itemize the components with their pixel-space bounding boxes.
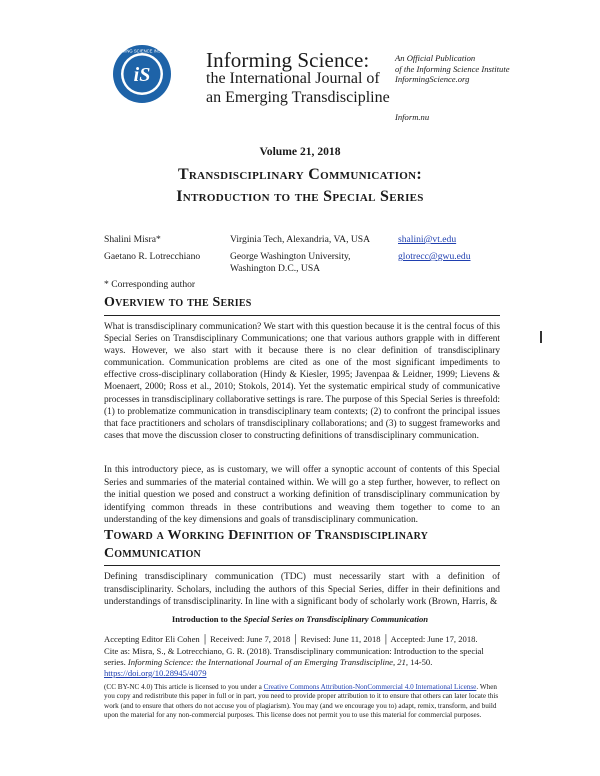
editor-line: Accepting Editor Eli Cohen │ Received: June 7, 2018 │ Revised: June 11, 2018 │ Accepted: June 17, 2018.	[104, 634, 478, 644]
license-link[interactable]: Creative Commons Attribution-NonCommercial 4.0 International License	[263, 683, 477, 691]
author-name: Shalini Misra*	[104, 234, 161, 245]
doi-link[interactable]: https://doi.org/10.28945/4079	[104, 668, 207, 678]
svg-text:iS: iS	[133, 64, 151, 86]
journal-title-line2: the International Journal of	[206, 70, 380, 87]
author-email[interactable]: glotrecc@gwu.edu	[398, 251, 471, 262]
publication-note	[395, 53, 510, 85]
logo-text: INFORMING SCIENCE INSTITUTE	[112, 48, 172, 54]
author-name: Gaetano R. Lotrecchiano	[104, 251, 201, 262]
journal-title-line1: Informing Science:	[206, 48, 370, 72]
cite-text: Misra, S., & Lotrecchiano, G. R. (2018). Transdisciplinary communication: Introduction to the special series.	[104, 646, 484, 667]
volume-label: Volume 21, 2018	[259, 145, 341, 158]
section-heading-line1: Toward a Working Definition of Transdisciplinary	[104, 528, 429, 543]
institute-logo	[112, 44, 172, 104]
pub-line2: of the Informing Science Institute	[395, 63, 510, 74]
pub-line1: An Official Publication	[395, 53, 476, 63]
cite-journal: Informing Science: the International Journal of an Emerging Transdiscipline, 21,	[127, 657, 409, 667]
change-bar	[540, 331, 542, 343]
footer-intro	[0, 614, 600, 624]
pub-line3: InformingScience.org	[395, 74, 470, 84]
body-paragraph: Defining transdisciplinary communication (TDC) must necessarily start with a definition of transdisciplinarity. Scholars, including the authors of this Special Series, differ in their definitions and understandings of transdisciplinarity. In line with a significant body of scholarly work (Brown, Harris, &	[104, 572, 500, 608]
license-rest: . When you copy and redistribute this paper in full or in part, you need to provide proper attribution to it to ensure that others can later locate this work (and to ensure that others do not accuse you of plagiarism). You may (and we encourage you to) adapt, remix, transform, and build upon the material for any non-commercial purposes. This license does not permit you to use this material for commercial purposes.	[104, 683, 499, 720]
pub-site[interactable]: Inform.nu	[395, 112, 430, 122]
paper-title-line2: Introduction to the Special Series	[176, 188, 424, 205]
footer-intro-series: Special Series on Transdisciplinary Communication	[243, 614, 429, 624]
license-prefix: (CC BY-NC 4.0) This article is licensed to you under a	[104, 683, 262, 691]
journal-title-line3: an Emerging Transdiscipline	[206, 89, 390, 106]
section-rule	[104, 315, 500, 316]
section-rule	[104, 565, 500, 566]
body-paragraph: What is transdisciplinary communication? We start with this question because it is the central focus of this Special Series on Transdisciplinary Communications; one that various authors grapple with in different ways. However, we also start with it because there is no clear definition of transdisciplinary communication. Communication problems are cited as one of the most significant impediments to effective cross-disciplinary collaboration (Hindy & Kiesler, 1995; Javenpaa & Leidner, 1999; Lievens & Moenaert, 2000; Ross et al., 2010; Stokols, 2014). Yet the systematic empirical study of communicative processes in transdisciplinary collaborative settings is rare. The purpose of this Special Series is threefold: (1) to problematize communication in transdisciplinary team contexts; (2) to confront the principal issues that face practitioners and scholars of transdisciplinary collaborations; and (3) to suggest frameworks and cases that move the discussion closer to constructing definitions of transdisciplinary communication.	[104, 322, 500, 441]
citation	[104, 646, 504, 679]
corresponding-note: * Corresponding author	[104, 279, 196, 290]
author-email[interactable]: shalini@vt.edu	[398, 234, 457, 245]
body-paragraph: In this introductory piece, as is customary, we will offer a synoptic account of contents of this Special Series and summaries of the material contained within. We will go a step further, however, to reflect on the initial question we posed and construct a working definition of transdisciplinary communication by identifying common threads in these contributions and weaving them together to come to an understanding of the key dimensions and goals of transdisciplinary communication.	[104, 465, 500, 526]
license-statement	[104, 683, 504, 721]
section-heading-line2: Communication	[104, 546, 201, 561]
paper-title-line1: Transdisciplinary Communication:	[177, 166, 423, 183]
cite-label: Cite as:	[104, 646, 131, 656]
footer-intro-prefix: Introduction to the	[171, 614, 242, 624]
author-affiliation: Virginia Tech, Alexandria, VA, USA	[230, 234, 371, 245]
cite-pages: 14-50.	[410, 657, 433, 667]
author-affiliation: George Washington University, Washington D.C., USA	[230, 251, 351, 274]
section-heading: Overview to the Series	[104, 295, 252, 310]
